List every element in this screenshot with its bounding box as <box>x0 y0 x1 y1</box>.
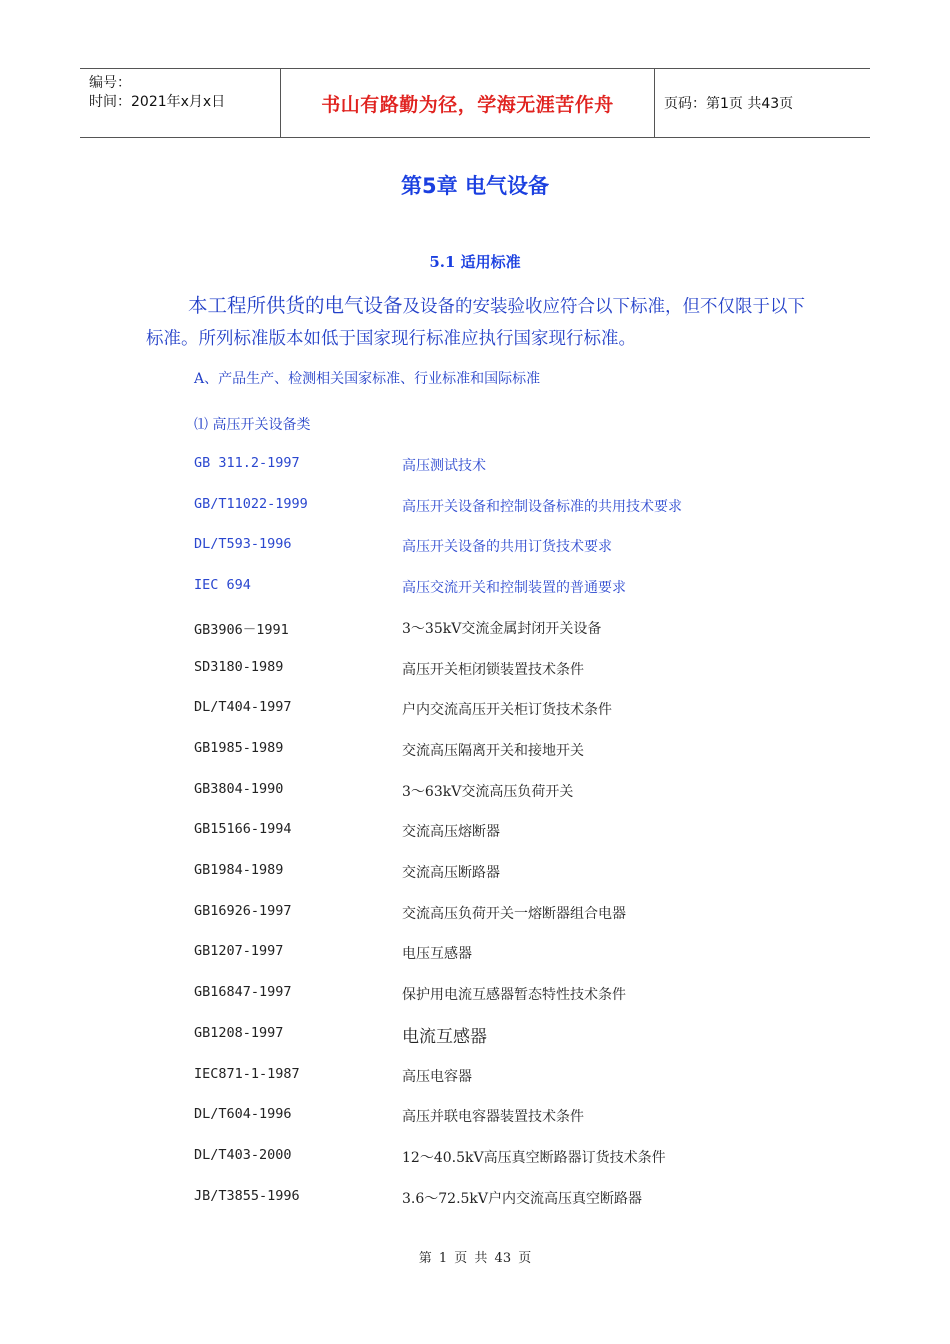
standard-row <box>0 862 950 884</box>
standard-code: GB16926-1997 <box>194 903 292 919</box>
document-number-label: 编号： <box>89 75 131 91</box>
standard-code: GB1208-1997 <box>194 1025 284 1041</box>
intro-lead: 本工程所供货的电气设备 <box>188 294 403 317</box>
standard-row <box>0 1025 950 1047</box>
standard-row <box>0 1066 950 1088</box>
standard-row <box>0 496 950 518</box>
subcategory-heading: ⑴ 高压开关设备类 <box>194 417 311 433</box>
standard-name: 3～63kV交流高压负荷开关 <box>402 784 574 800</box>
standard-name: 电流互感器 <box>402 1027 487 1047</box>
standard-row <box>0 455 950 477</box>
standard-row <box>0 699 950 721</box>
standard-code: DL/T593-1996 <box>194 536 292 552</box>
standard-code: GB3804-1990 <box>194 781 284 797</box>
header-meta-cell <box>80 69 280 137</box>
standard-name: 高压开关设备和控制设备标准的共用技术要求 <box>402 499 682 515</box>
standard-code: JB/T3855-1996 <box>194 1188 300 1204</box>
standard-name: 交流高压隔离开关和接地开关 <box>402 743 584 759</box>
standard-code: DL/T604-1996 <box>194 1106 292 1122</box>
standard-row <box>0 740 950 762</box>
document-date-label: 时间：2021年x月x日 <box>89 94 226 110</box>
standard-name: 3.6～72.5kV户内交流高压真空断路器 <box>402 1191 643 1207</box>
standard-name: 高压交流开关和控制装置的普通要求 <box>402 580 626 596</box>
standard-row <box>0 659 950 681</box>
standard-row <box>0 943 950 965</box>
standard-code: GB1207-1997 <box>194 943 284 959</box>
standard-code: GB1985-1989 <box>194 740 284 756</box>
header-motto: 书山有路勤为径，学海无涯苦作舟 <box>321 93 614 116</box>
intro-paragraph <box>146 290 818 355</box>
standard-code: IEC 694 <box>194 577 251 593</box>
category-heading: A、产品生产、检测相关国家标准、行业标准和国际标准 <box>194 371 541 387</box>
standard-name: 12～40.5kV高压真空断路器订货技术条件 <box>402 1150 666 1166</box>
standard-code: GB16847-1997 <box>194 984 292 1000</box>
page-footer: 第 1 页 共 43 页 <box>418 1251 532 1266</box>
standard-name: 交流高压断路器 <box>402 865 500 881</box>
standard-row <box>0 821 950 843</box>
chapter-title: 第5章 电气设备 <box>401 174 549 198</box>
standard-name: 高压测试技术 <box>402 458 486 474</box>
intro-rest: 及设备的安装验收应符合以下标准，但不仅限于以下标准。所列标准版本如低于国家现行标准应执行国家现行标准。 <box>146 297 806 349</box>
section-title: 5.1 适用标准 <box>429 253 521 271</box>
header-divider <box>654 69 655 137</box>
standard-code: DL/T404-1997 <box>194 699 292 715</box>
standard-code: GB/T11022-1999 <box>194 496 308 512</box>
standard-row <box>0 1147 950 1169</box>
standard-name: 高压开关柜闭锁装置技术条件 <box>402 662 584 678</box>
standard-code: GB 311.2-1997 <box>194 455 300 471</box>
standard-code: GB1984-1989 <box>194 862 284 878</box>
standard-name: 保护用电流互感器暂态特性技术条件 <box>402 987 626 1003</box>
standard-name: 高压开关设备的共用订货技术要求 <box>402 539 612 555</box>
standard-name: 高压电容器 <box>402 1069 472 1085</box>
standard-name: 电压互感器 <box>402 946 472 962</box>
standard-row <box>0 577 950 599</box>
standard-row <box>0 781 950 803</box>
standard-code: GB15166-1994 <box>194 821 292 837</box>
standard-name: 户内交流高压开关柜订货技术条件 <box>402 702 612 718</box>
header-page-label: 页码：第1页 共43页 <box>664 96 794 112</box>
standard-code: SD3180-1989 <box>194 659 284 675</box>
standard-name: 高压并联电容器装置技术条件 <box>402 1109 584 1125</box>
standard-row <box>0 903 950 925</box>
standard-code: GB3906－1991 <box>194 622 289 638</box>
header-table <box>80 68 870 138</box>
standard-name: 交流高压熔断器 <box>402 824 500 840</box>
standard-row <box>0 618 950 640</box>
standard-name: 3～35kV交流金属封闭开关设备 <box>402 621 602 637</box>
standard-code: IEC871-1-1987 <box>194 1066 300 1082</box>
standard-code: DL/T403-2000 <box>194 1147 292 1163</box>
standard-row <box>0 536 950 558</box>
standard-row <box>0 1188 950 1210</box>
standard-row <box>0 1106 950 1128</box>
standard-row <box>0 984 950 1006</box>
standard-name: 交流高压负荷开关一熔断器组合电器 <box>402 906 626 922</box>
